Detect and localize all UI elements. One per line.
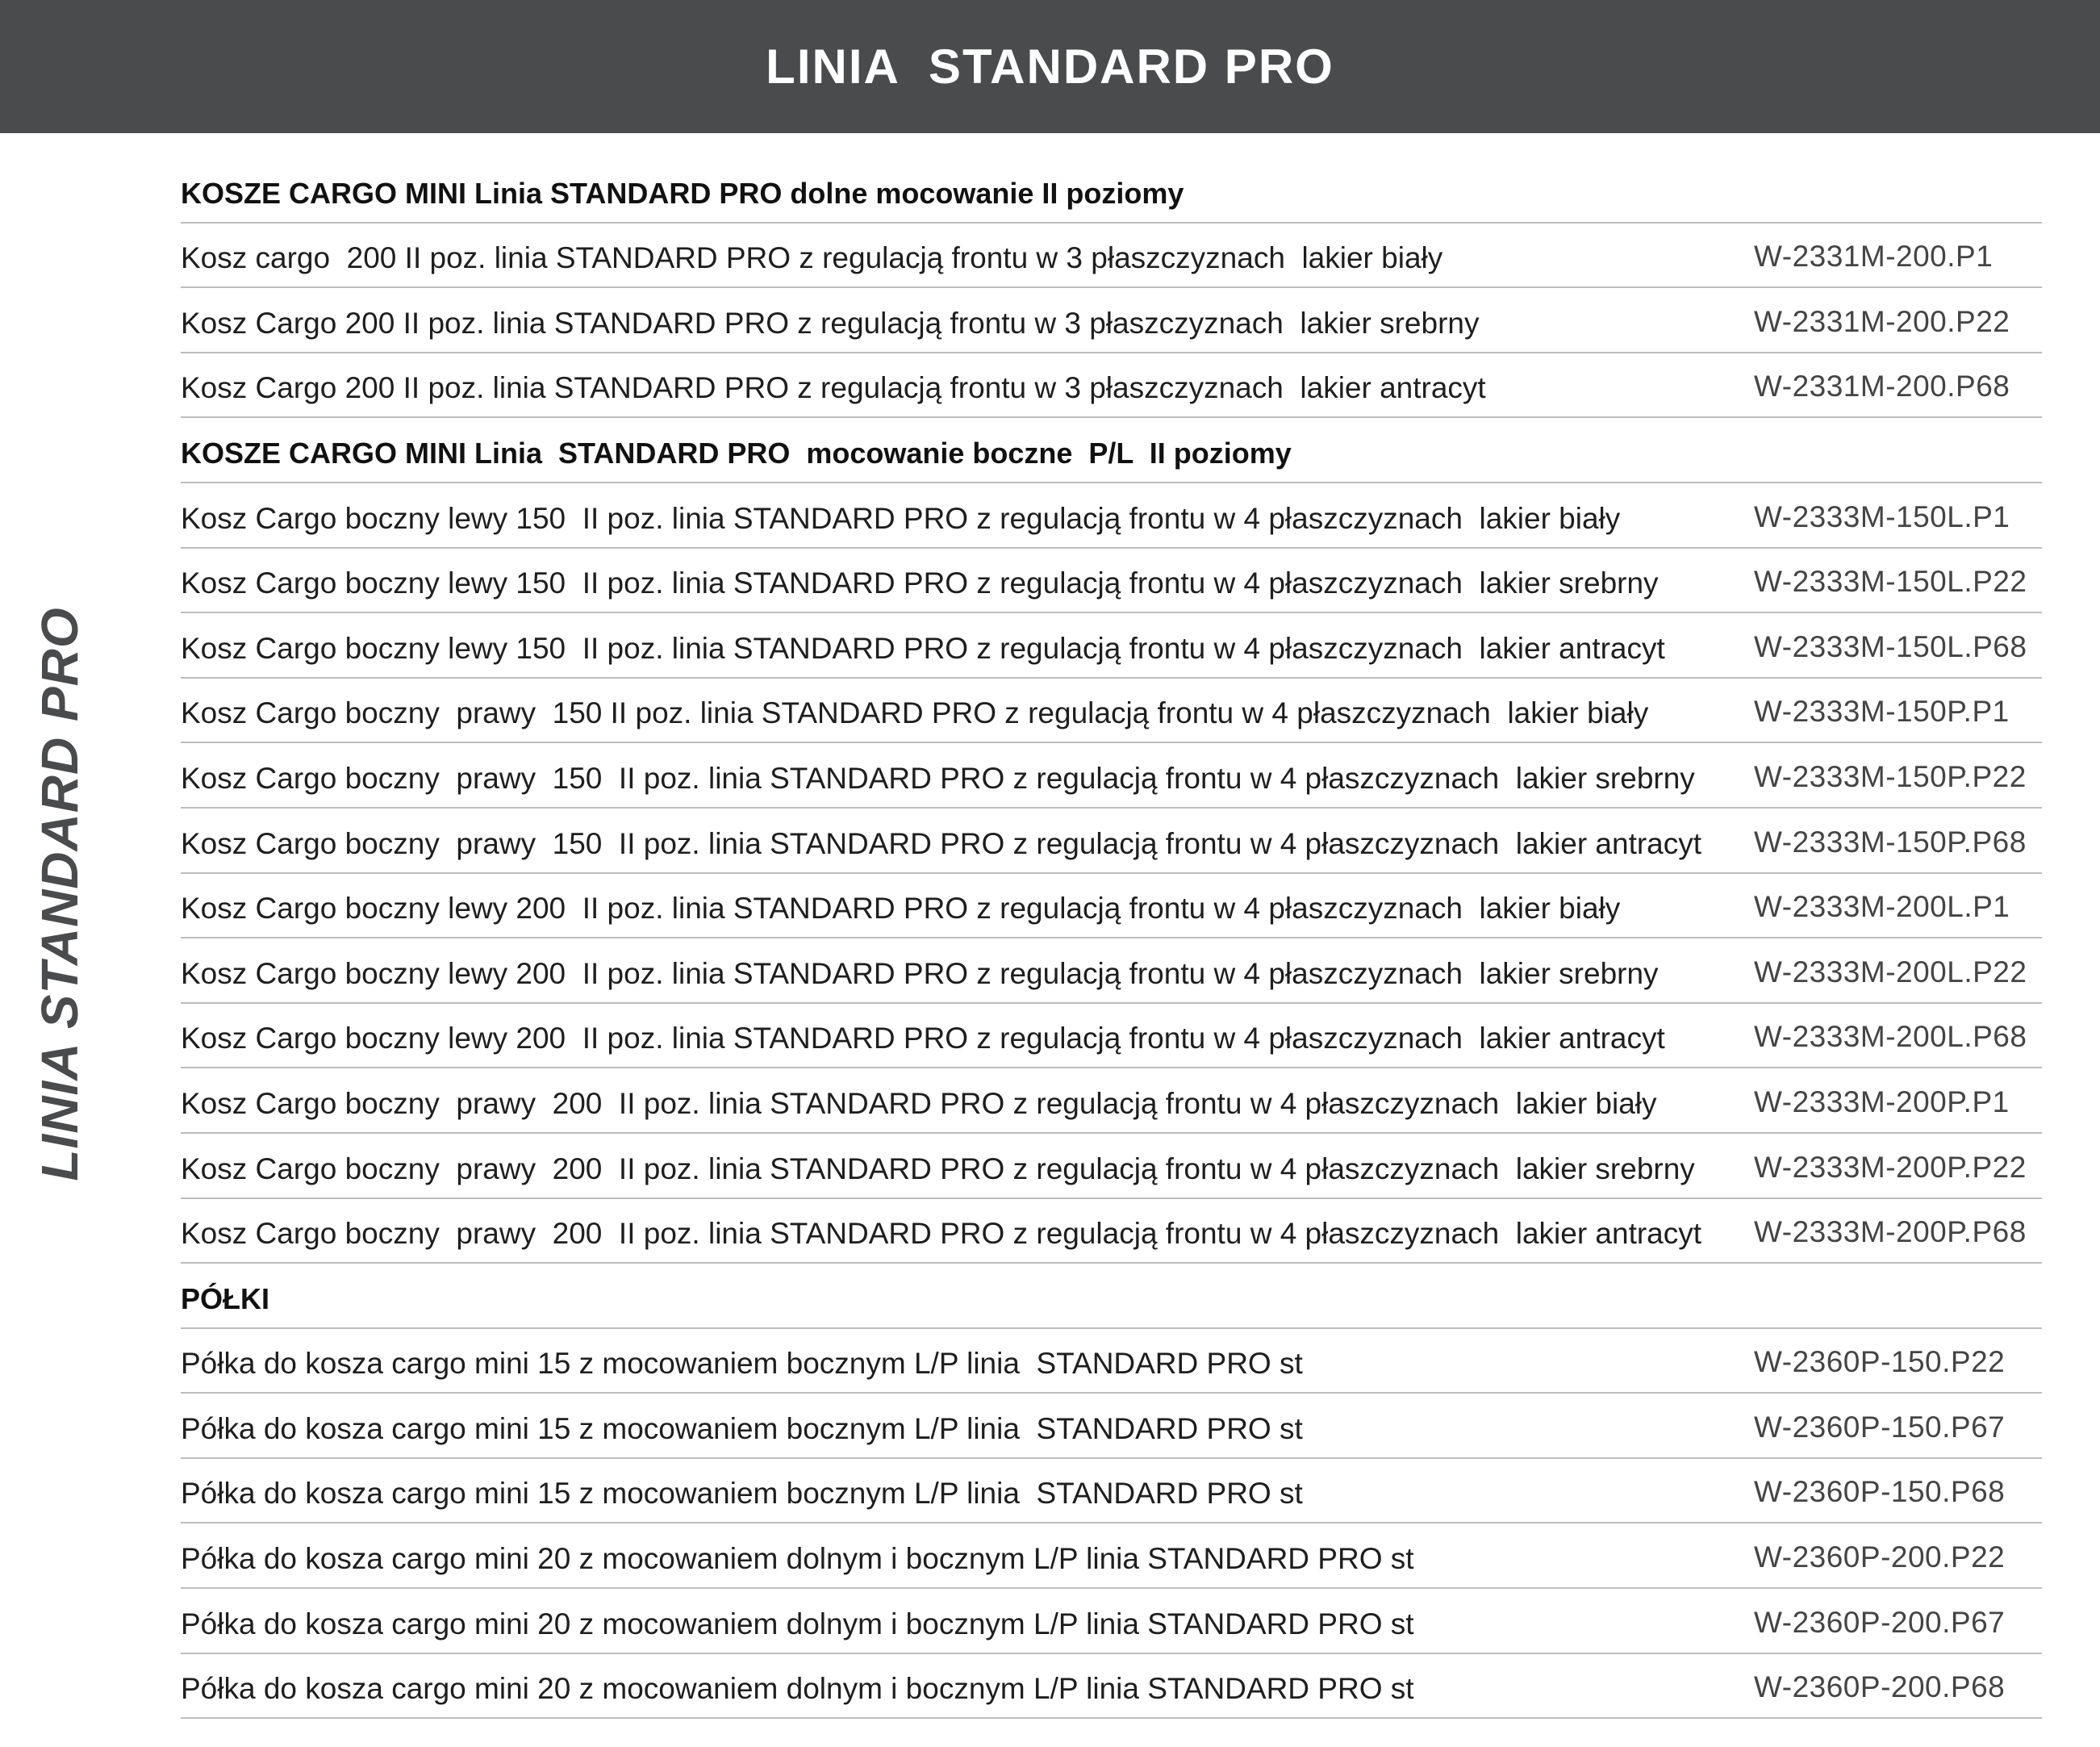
product-description: Półka do kosza cargo mini 20 z mocowaniem dolnym i bocznym L/P linia STANDARD PRO st bbox=[181, 1672, 1414, 1706]
product-code: W-2331M-200.P22 bbox=[1754, 304, 2010, 338]
product-code: W-2331M-200.P68 bbox=[1754, 370, 2010, 403]
page-title: LINIA STANDARD PRO bbox=[766, 40, 1334, 94]
product-code: W-2360P-150.P22 bbox=[1754, 1345, 2006, 1379]
page-header bbox=[0, 0, 2100, 133]
table-row bbox=[181, 288, 2042, 353]
table-row bbox=[181, 809, 2042, 874]
product-description: Kosz Cargo boczny prawy 150 II poz. linia STANDARD PRO z regulacją frontu w 4 płaszczyznach lakier srebrny bbox=[181, 761, 1695, 795]
product-description: Kosz Cargo boczny prawy 200 II poz. linia STANDARD PRO z regulacją frontu w 4 płaszczyznach lakier antracyt bbox=[181, 1217, 1702, 1251]
product-code: W-2333M-150P.P22 bbox=[1754, 759, 2027, 793]
product-code: W-2360P-150.P68 bbox=[1754, 1475, 2006, 1509]
table-row bbox=[181, 1394, 2042, 1459]
product-description: Kosz Cargo boczny prawy 200 II poz. linia STANDARD PRO z regulacją frontu w 4 płaszczyznach lakier srebrny bbox=[181, 1151, 1695, 1185]
table-row bbox=[181, 1459, 2042, 1524]
product-description: Kosz Cargo boczny prawy 150 II poz. linia STANDARD PRO z regulacją frontu w 4 płaszczyznach lakier biały bbox=[181, 696, 1649, 730]
section-header bbox=[181, 418, 2042, 483]
section-header bbox=[181, 158, 2042, 224]
table-row bbox=[181, 679, 2042, 744]
table-row bbox=[181, 938, 2042, 1004]
product-description: Kosz Cargo boczny lewy 200 II poz. linia STANDARD PRO z regulacją frontu w 4 płaszczyznach lakier antracyt bbox=[181, 1022, 1665, 1055]
product-description: Kosz Cargo boczny lewy 150 II poz. linia STANDARD PRO z regulacją frontu w 4 płaszczyznach lakier biały bbox=[181, 501, 1621, 535]
table-row bbox=[181, 549, 2042, 614]
product-description: Kosz Cargo boczny lewy 200 II poz. linia STANDARD PRO z regulacją frontu w 4 płaszczyznach lakier srebrny bbox=[181, 956, 1659, 990]
section-title: KOSZE CARGO MINI Linia STANDARD PRO mocowanie boczne P/L II poziomy bbox=[181, 436, 1292, 470]
product-code: W-2333M-200L.P68 bbox=[1754, 1020, 2027, 1054]
product-description: Półka do kosza cargo mini 15 z mocowaniem bocznym L/P linia STANDARD PRO st bbox=[181, 1477, 1303, 1511]
product-code: W-2360P-150.P67 bbox=[1754, 1410, 2006, 1444]
product-code: W-2333M-150L.P22 bbox=[1754, 565, 2027, 599]
section-title: KOSZE CARGO MINI Linia STANDARD PRO dolne mocowanie II poziomy bbox=[181, 176, 1184, 210]
product-description: Półka do kosza cargo mini 20 z mocowaniem dolnym i bocznym L/P linia STANDARD PRO st bbox=[181, 1607, 1414, 1640]
product-code: W-2333M-200L.P22 bbox=[1754, 955, 2027, 988]
product-code: W-2333M-150P.P68 bbox=[1754, 825, 2027, 859]
product-description: Kosz Cargo boczny lewy 150 II poz. linia STANDARD PRO z regulacją frontu w 4 płaszczyznach lakier srebrny bbox=[181, 566, 1659, 600]
table-row bbox=[181, 1068, 2042, 1134]
product-code: W-2333M-150L.P1 bbox=[1754, 499, 2010, 533]
table-row bbox=[181, 483, 2042, 549]
table-row bbox=[181, 1134, 2042, 1199]
product-code: W-2333M-200P.P22 bbox=[1754, 1150, 2027, 1184]
product-code: W-2333M-150P.P1 bbox=[1754, 695, 2010, 729]
table-row bbox=[181, 613, 2042, 679]
product-description: Półka do kosza cargo mini 20 z mocowaniem dolnym i bocznym L/P linia STANDARD PRO st bbox=[181, 1542, 1414, 1576]
product-code: W-2333M-200L.P1 bbox=[1754, 890, 2010, 924]
product-description: Kosz Cargo boczny lewy 200 II poz. linia STANDARD PRO z regulacją frontu w 4 płaszczyznach lakier biały bbox=[181, 892, 1621, 926]
product-code: W-2360P-200.P67 bbox=[1754, 1605, 2006, 1639]
table-row bbox=[181, 874, 2042, 939]
table-row bbox=[181, 1199, 2042, 1264]
product-table bbox=[181, 158, 2042, 1719]
product-code: W-2360P-200.P22 bbox=[1754, 1540, 2006, 1574]
product-description: Kosz cargo 200 II poz. linia STANDARD PRO z regulacją frontu w 3 płaszczyznach lakier biały bbox=[181, 241, 1443, 275]
table-row bbox=[181, 1329, 2042, 1394]
side-label: LINIA STANDARD PRO bbox=[31, 607, 89, 1181]
product-description: Kosz Cargo boczny prawy 150 II poz. linia STANDARD PRO z regulacją frontu w 4 płaszczyznach lakier antracyt bbox=[181, 826, 1702, 860]
table-row bbox=[181, 1589, 2042, 1654]
product-code: W-2360P-200.P68 bbox=[1754, 1670, 2006, 1704]
table-row bbox=[181, 1004, 2042, 1069]
product-code: W-2333M-200P.P1 bbox=[1754, 1085, 2010, 1118]
table-row bbox=[181, 224, 2042, 289]
product-description: Kosz Cargo 200 II poz. linia STANDARD PRO z regulacją frontu w 3 płaszczyznach lakier srebrny bbox=[181, 306, 1480, 340]
product-description: Kosz Cargo boczny lewy 150 II poz. linia STANDARD PRO z regulacją frontu w 4 płaszczyznach lakier antracyt bbox=[181, 631, 1665, 665]
table-row bbox=[181, 1654, 2042, 1720]
table-row bbox=[181, 743, 2042, 809]
product-description: Półka do kosza cargo mini 15 z mocowaniem bocznym L/P linia STANDARD PRO st bbox=[181, 1347, 1303, 1381]
table-row bbox=[181, 1523, 2042, 1589]
section-title: PÓŁKI bbox=[181, 1281, 270, 1315]
product-code: W-2333M-200P.P68 bbox=[1754, 1215, 2027, 1249]
product-description: Kosz Cargo 200 II poz. linia STANDARD PRO z regulacją frontu w 3 płaszczyznach lakier antracyt bbox=[181, 371, 1486, 405]
table-row bbox=[181, 353, 2042, 419]
product-description: Kosz Cargo boczny prawy 200 II poz. linia STANDARD PRO z regulacją frontu w 4 płaszczyznach lakier biały bbox=[181, 1086, 1657, 1120]
product-code: W-2331M-200.P1 bbox=[1754, 240, 1994, 274]
product-code: W-2333M-150L.P68 bbox=[1754, 629, 2027, 663]
section-header bbox=[181, 1264, 2042, 1329]
product-description: Półka do kosza cargo mini 15 z mocowaniem bocznym L/P linia STANDARD PRO st bbox=[181, 1411, 1303, 1445]
